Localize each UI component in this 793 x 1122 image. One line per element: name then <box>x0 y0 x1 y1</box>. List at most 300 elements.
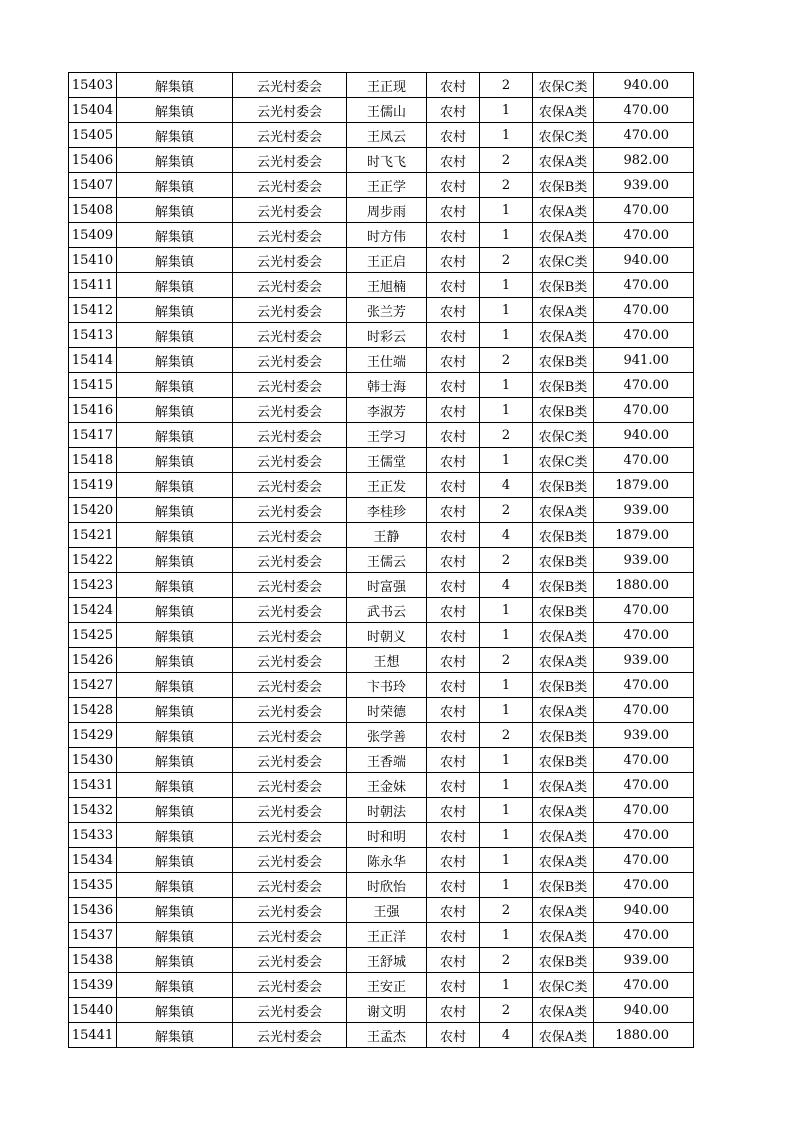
name-cell: 时飞飞 <box>347 148 427 173</box>
record-id-cell: 15438 <box>69 948 117 973</box>
area-type-cell: 农村 <box>427 798 480 823</box>
area-type-cell: 农村 <box>427 348 480 373</box>
area-type-cell: 农村 <box>427 98 480 123</box>
area-type-cell: 农村 <box>427 73 480 98</box>
amount-cell: 470.00 <box>594 448 694 473</box>
town-cell: 解集镇 <box>117 373 233 398</box>
table-row <box>69 373 694 398</box>
area-type-cell: 农村 <box>427 1023 480 1048</box>
town-cell: 解集镇 <box>117 973 233 998</box>
table-row <box>69 323 694 348</box>
name-cell: 王正启 <box>347 248 427 273</box>
name-cell: 王凤云 <box>347 123 427 148</box>
area-type-cell: 农村 <box>427 598 480 623</box>
amount-cell: 470.00 <box>594 798 694 823</box>
town-cell: 解集镇 <box>117 148 233 173</box>
amount-cell: 941.00 <box>594 348 694 373</box>
name-cell: 王正洋 <box>347 923 427 948</box>
insurance-class-cell: 农保C类 <box>533 973 594 998</box>
name-cell: 王仕端 <box>347 348 427 373</box>
village-cell: 云光村委会 <box>233 173 347 198</box>
area-type-cell: 农村 <box>427 198 480 223</box>
insurance-class-cell: 农保A类 <box>533 498 594 523</box>
town-cell: 解集镇 <box>117 423 233 448</box>
town-cell: 解集镇 <box>117 173 233 198</box>
amount-cell: 470.00 <box>594 323 694 348</box>
amount-cell: 470.00 <box>594 98 694 123</box>
household-count-cell: 2 <box>480 248 533 273</box>
insurance-class-cell: 农保A类 <box>533 773 594 798</box>
table-row <box>69 123 694 148</box>
area-type-cell: 农村 <box>427 373 480 398</box>
area-type-cell: 农村 <box>427 423 480 448</box>
town-cell: 解集镇 <box>117 823 233 848</box>
record-id-cell: 15437 <box>69 923 117 948</box>
village-cell: 云光村委会 <box>233 598 347 623</box>
insurance-class-cell: 农保A类 <box>533 798 594 823</box>
household-count-cell: 1 <box>480 323 533 348</box>
amount-cell: 470.00 <box>594 823 694 848</box>
village-cell: 云光村委会 <box>233 848 347 873</box>
insurance-class-cell: 农保C类 <box>533 448 594 473</box>
town-cell: 解集镇 <box>117 98 233 123</box>
village-cell: 云光村委会 <box>233 323 347 348</box>
insurance-class-cell: 农保A类 <box>533 648 594 673</box>
table-row <box>69 98 694 123</box>
household-count-cell: 1 <box>480 873 533 898</box>
area-type-cell: 农村 <box>427 773 480 798</box>
village-cell: 云光村委会 <box>233 248 347 273</box>
table-row <box>69 623 694 648</box>
amount-cell: 470.00 <box>594 273 694 298</box>
village-cell: 云光村委会 <box>233 623 347 648</box>
table-row <box>69 598 694 623</box>
record-id-cell: 15425 <box>69 623 117 648</box>
area-type-cell: 农村 <box>427 223 480 248</box>
area-type-cell: 农村 <box>427 573 480 598</box>
village-cell: 云光村委会 <box>233 998 347 1023</box>
area-type-cell: 农村 <box>427 998 480 1023</box>
village-cell: 云光村委会 <box>233 723 347 748</box>
household-count-cell: 1 <box>480 823 533 848</box>
table-row <box>69 748 694 773</box>
insurance-class-cell: 农保A类 <box>533 898 594 923</box>
amount-cell: 1880.00 <box>594 1023 694 1048</box>
insurance-class-cell: 农保B类 <box>533 748 594 773</box>
amount-cell: 940.00 <box>594 248 694 273</box>
town-cell: 解集镇 <box>117 348 233 373</box>
town-cell: 解集镇 <box>117 1023 233 1048</box>
record-id-cell: 15408 <box>69 198 117 223</box>
table-row <box>69 998 694 1023</box>
amount-cell: 939.00 <box>594 548 694 573</box>
village-cell: 云光村委会 <box>233 373 347 398</box>
household-count-cell: 1 <box>480 273 533 298</box>
name-cell: 王香端 <box>347 748 427 773</box>
household-count-cell: 2 <box>480 948 533 973</box>
name-cell: 王儒堂 <box>347 448 427 473</box>
table-row <box>69 773 694 798</box>
insurance-class-cell: 农保B类 <box>533 598 594 623</box>
town-cell: 解集镇 <box>117 873 233 898</box>
household-count-cell: 2 <box>480 648 533 673</box>
amount-cell: 940.00 <box>594 423 694 448</box>
amount-cell: 470.00 <box>594 298 694 323</box>
town-cell: 解集镇 <box>117 323 233 348</box>
amount-cell: 470.00 <box>594 123 694 148</box>
village-cell: 云光村委会 <box>233 973 347 998</box>
town-cell: 解集镇 <box>117 123 233 148</box>
town-cell: 解集镇 <box>117 498 233 523</box>
household-count-cell: 4 <box>480 1023 533 1048</box>
village-cell: 云光村委会 <box>233 498 347 523</box>
household-count-cell: 1 <box>480 98 533 123</box>
town-cell: 解集镇 <box>117 798 233 823</box>
record-id-cell: 15429 <box>69 723 117 748</box>
amount-cell: 470.00 <box>594 873 694 898</box>
name-cell: 时朝义 <box>347 623 427 648</box>
name-cell: 时方伟 <box>347 223 427 248</box>
town-cell: 解集镇 <box>117 473 233 498</box>
household-count-cell: 1 <box>480 123 533 148</box>
record-id-cell: 15427 <box>69 673 117 698</box>
name-cell: 王想 <box>347 648 427 673</box>
name-cell: 时和明 <box>347 823 427 848</box>
table-row <box>69 248 694 273</box>
insurance-class-cell: 农保B类 <box>533 523 594 548</box>
name-cell: 王正发 <box>347 473 427 498</box>
record-id-cell: 15424 <box>69 598 117 623</box>
amount-cell: 470.00 <box>594 623 694 648</box>
area-type-cell: 农村 <box>427 523 480 548</box>
village-cell: 云光村委会 <box>233 673 347 698</box>
insurance-class-cell: 农保B类 <box>533 548 594 573</box>
town-cell: 解集镇 <box>117 223 233 248</box>
area-type-cell: 农村 <box>427 148 480 173</box>
village-cell: 云光村委会 <box>233 348 347 373</box>
area-type-cell: 农村 <box>427 398 480 423</box>
amount-cell: 470.00 <box>594 598 694 623</box>
name-cell: 王金妹 <box>347 773 427 798</box>
amount-cell: 939.00 <box>594 498 694 523</box>
village-cell: 云光村委会 <box>233 698 347 723</box>
record-id-cell: 15417 <box>69 423 117 448</box>
town-cell: 解集镇 <box>117 698 233 723</box>
insurance-class-cell: 农保B类 <box>533 173 594 198</box>
record-id-cell: 15416 <box>69 398 117 423</box>
household-count-cell: 4 <box>480 473 533 498</box>
village-cell: 云光村委会 <box>233 98 347 123</box>
town-cell: 解集镇 <box>117 398 233 423</box>
name-cell: 王安正 <box>347 973 427 998</box>
insurance-class-cell: 农保A类 <box>533 148 594 173</box>
insurance-class-cell: 农保B类 <box>533 473 594 498</box>
town-cell: 解集镇 <box>117 898 233 923</box>
village-cell: 云光村委会 <box>233 798 347 823</box>
name-cell: 张学善 <box>347 723 427 748</box>
household-count-cell: 4 <box>480 573 533 598</box>
town-cell: 解集镇 <box>117 523 233 548</box>
household-count-cell: 2 <box>480 73 533 98</box>
record-id-cell: 15407 <box>69 173 117 198</box>
town-cell: 解集镇 <box>117 598 233 623</box>
area-type-cell: 农村 <box>427 548 480 573</box>
insurance-class-cell: 农保A类 <box>533 923 594 948</box>
record-id-cell: 15413 <box>69 323 117 348</box>
insurance-class-cell: 农保C类 <box>533 423 594 448</box>
household-count-cell: 2 <box>480 348 533 373</box>
insurance-class-cell: 农保C类 <box>533 248 594 273</box>
name-cell: 时富强 <box>347 573 427 598</box>
town-cell: 解集镇 <box>117 748 233 773</box>
table-row <box>69 148 694 173</box>
village-cell: 云光村委会 <box>233 398 347 423</box>
village-cell: 云光村委会 <box>233 73 347 98</box>
area-type-cell: 农村 <box>427 973 480 998</box>
village-cell: 云光村委会 <box>233 473 347 498</box>
record-id-cell: 15403 <box>69 73 117 98</box>
household-count-cell: 1 <box>480 698 533 723</box>
insurance-class-cell: 农保A类 <box>533 223 594 248</box>
insurance-class-cell: 农保A类 <box>533 98 594 123</box>
household-count-cell: 1 <box>480 398 533 423</box>
area-type-cell: 农村 <box>427 298 480 323</box>
insurance-class-cell: 农保A类 <box>533 323 594 348</box>
insurance-class-cell: 农保A类 <box>533 823 594 848</box>
area-type-cell: 农村 <box>427 498 480 523</box>
table-row <box>69 1023 694 1048</box>
town-cell: 解集镇 <box>117 848 233 873</box>
name-cell: 王舒城 <box>347 948 427 973</box>
household-count-cell: 2 <box>480 548 533 573</box>
insurance-class-cell: 农保A类 <box>533 198 594 223</box>
household-count-cell: 1 <box>480 298 533 323</box>
household-count-cell: 1 <box>480 223 533 248</box>
town-cell: 解集镇 <box>117 298 233 323</box>
household-count-cell: 1 <box>480 198 533 223</box>
area-type-cell: 农村 <box>427 873 480 898</box>
record-id-cell: 15410 <box>69 248 117 273</box>
insurance-class-cell: 农保A类 <box>533 848 594 873</box>
household-count-cell: 1 <box>480 748 533 773</box>
table-row <box>69 948 694 973</box>
area-type-cell: 农村 <box>427 673 480 698</box>
insurance-class-cell: 农保B类 <box>533 723 594 748</box>
record-id-cell: 15419 <box>69 473 117 498</box>
insurance-class-cell: 农保A类 <box>533 623 594 648</box>
amount-cell: 1880.00 <box>594 573 694 598</box>
record-id-cell: 15440 <box>69 998 117 1023</box>
village-cell: 云光村委会 <box>233 523 347 548</box>
name-cell: 韩士海 <box>347 373 427 398</box>
table-row <box>69 473 694 498</box>
name-cell: 王孟杰 <box>347 1023 427 1048</box>
area-type-cell: 农村 <box>427 273 480 298</box>
record-id-cell: 15441 <box>69 1023 117 1048</box>
insurance-class-cell: 农保B类 <box>533 373 594 398</box>
amount-cell: 470.00 <box>594 698 694 723</box>
insurance-class-cell: 农保B类 <box>533 398 594 423</box>
name-cell: 时朝法 <box>347 798 427 823</box>
household-count-cell: 1 <box>480 848 533 873</box>
record-id-cell: 15414 <box>69 348 117 373</box>
record-id-cell: 15436 <box>69 898 117 923</box>
area-type-cell: 农村 <box>427 948 480 973</box>
village-cell: 云光村委会 <box>233 773 347 798</box>
table-row <box>69 823 694 848</box>
record-id-cell: 15409 <box>69 223 117 248</box>
amount-cell: 470.00 <box>594 748 694 773</box>
village-cell: 云光村委会 <box>233 223 347 248</box>
insurance-class-cell: 农保A类 <box>533 298 594 323</box>
town-cell: 解集镇 <box>117 198 233 223</box>
table-row <box>69 398 694 423</box>
town-cell: 解集镇 <box>117 623 233 648</box>
area-type-cell: 农村 <box>427 623 480 648</box>
insurance-class-cell: 农保A类 <box>533 998 594 1023</box>
name-cell: 王静 <box>347 523 427 548</box>
amount-cell: 470.00 <box>594 848 694 873</box>
area-type-cell: 农村 <box>427 698 480 723</box>
table-row <box>69 573 694 598</box>
area-type-cell: 农村 <box>427 173 480 198</box>
village-cell: 云光村委会 <box>233 448 347 473</box>
amount-cell: 470.00 <box>594 373 694 398</box>
village-cell: 云光村委会 <box>233 298 347 323</box>
amount-cell: 982.00 <box>594 148 694 173</box>
area-type-cell: 农村 <box>427 123 480 148</box>
data-table <box>68 72 694 1048</box>
name-cell: 王正学 <box>347 173 427 198</box>
village-cell: 云光村委会 <box>233 1023 347 1048</box>
area-type-cell: 农村 <box>427 748 480 773</box>
table-row <box>69 423 694 448</box>
table-row <box>69 498 694 523</box>
name-cell: 张兰芳 <box>347 298 427 323</box>
table-body <box>69 73 694 1048</box>
name-cell: 王学习 <box>347 423 427 448</box>
town-cell: 解集镇 <box>117 923 233 948</box>
amount-cell: 470.00 <box>594 198 694 223</box>
area-type-cell: 农村 <box>427 473 480 498</box>
name-cell: 卞书玲 <box>347 673 427 698</box>
record-id-cell: 15431 <box>69 773 117 798</box>
record-id-cell: 15421 <box>69 523 117 548</box>
table-row <box>69 873 694 898</box>
record-id-cell: 15439 <box>69 973 117 998</box>
town-cell: 解集镇 <box>117 773 233 798</box>
name-cell: 陈永华 <box>347 848 427 873</box>
amount-cell: 940.00 <box>594 998 694 1023</box>
name-cell: 时欣怡 <box>347 873 427 898</box>
table-row <box>69 223 694 248</box>
town-cell: 解集镇 <box>117 548 233 573</box>
town-cell: 解集镇 <box>117 248 233 273</box>
insurance-class-cell: 农保B类 <box>533 873 594 898</box>
amount-cell: 939.00 <box>594 723 694 748</box>
insurance-class-cell: 农保B类 <box>533 573 594 598</box>
amount-cell: 470.00 <box>594 398 694 423</box>
table-row <box>69 973 694 998</box>
household-count-cell: 1 <box>480 448 533 473</box>
village-cell: 云光村委会 <box>233 648 347 673</box>
name-cell: 王儒云 <box>347 548 427 573</box>
amount-cell: 470.00 <box>594 973 694 998</box>
name-cell: 李桂珍 <box>347 498 427 523</box>
area-type-cell: 农村 <box>427 648 480 673</box>
table-row <box>69 448 694 473</box>
table-row <box>69 548 694 573</box>
amount-cell: 470.00 <box>594 673 694 698</box>
table-row <box>69 798 694 823</box>
household-count-cell: 1 <box>480 373 533 398</box>
record-id-cell: 15426 <box>69 648 117 673</box>
record-id-cell: 15428 <box>69 698 117 723</box>
record-id-cell: 15411 <box>69 273 117 298</box>
record-id-cell: 15404 <box>69 98 117 123</box>
area-type-cell: 农村 <box>427 898 480 923</box>
record-id-cell: 15432 <box>69 798 117 823</box>
insurance-class-cell: 农保B类 <box>533 273 594 298</box>
village-cell: 云光村委会 <box>233 423 347 448</box>
name-cell: 王旭楠 <box>347 273 427 298</box>
amount-cell: 939.00 <box>594 173 694 198</box>
village-cell: 云光村委会 <box>233 923 347 948</box>
insurance-class-cell: 农保A类 <box>533 698 594 723</box>
amount-cell: 470.00 <box>594 923 694 948</box>
record-id-cell: 15423 <box>69 573 117 598</box>
town-cell: 解集镇 <box>117 723 233 748</box>
record-id-cell: 15422 <box>69 548 117 573</box>
table-row <box>69 298 694 323</box>
area-type-cell: 农村 <box>427 323 480 348</box>
household-count-cell: 2 <box>480 998 533 1023</box>
record-id-cell: 15412 <box>69 298 117 323</box>
table-row <box>69 673 694 698</box>
town-cell: 解集镇 <box>117 448 233 473</box>
household-count-cell: 1 <box>480 673 533 698</box>
household-count-cell: 2 <box>480 723 533 748</box>
insurance-class-cell: 农保A类 <box>533 1023 594 1048</box>
household-count-cell: 2 <box>480 148 533 173</box>
household-count-cell: 1 <box>480 973 533 998</box>
area-type-cell: 农村 <box>427 723 480 748</box>
town-cell: 解集镇 <box>117 573 233 598</box>
insurance-class-cell: 农保B类 <box>533 348 594 373</box>
record-id-cell: 15415 <box>69 373 117 398</box>
insurance-class-cell: 农保C类 <box>533 73 594 98</box>
table-row <box>69 348 694 373</box>
town-cell: 解集镇 <box>117 73 233 98</box>
village-cell: 云光村委会 <box>233 873 347 898</box>
table-row <box>69 273 694 298</box>
record-id-cell: 15405 <box>69 123 117 148</box>
name-cell: 周步雨 <box>347 198 427 223</box>
table-row <box>69 698 694 723</box>
table-row <box>69 723 694 748</box>
household-count-cell: 2 <box>480 173 533 198</box>
area-type-cell: 农村 <box>427 823 480 848</box>
table-row <box>69 648 694 673</box>
amount-cell: 940.00 <box>594 898 694 923</box>
village-cell: 云光村委会 <box>233 548 347 573</box>
name-cell: 时荣德 <box>347 698 427 723</box>
insurance-class-cell: 农保B类 <box>533 948 594 973</box>
record-id-cell: 15433 <box>69 823 117 848</box>
table-row <box>69 73 694 98</box>
village-cell: 云光村委会 <box>233 123 347 148</box>
amount-cell: 939.00 <box>594 648 694 673</box>
